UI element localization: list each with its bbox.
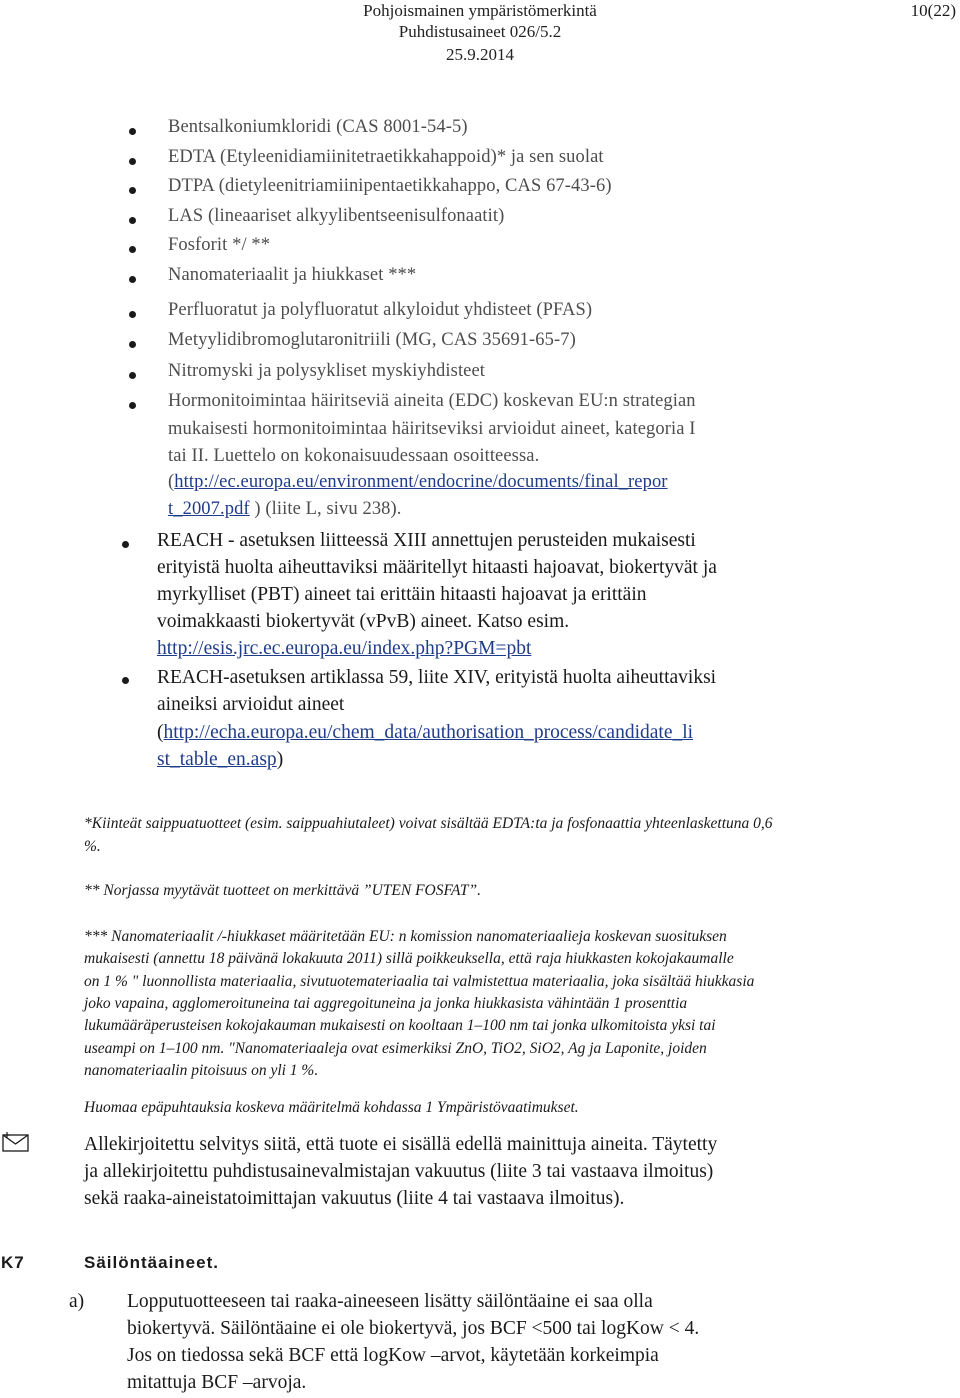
reach-pbt-line (157, 635, 531, 662)
list-item: Nanomateriaalit ja hiukkaset *** (168, 265, 417, 285)
bullet-icon (129, 246, 136, 253)
list-item: Perfluoratut ja polyfluoratut alkyloidut yhdisteet (PFAS) (168, 300, 593, 320)
reach59-link-line (157, 746, 283, 773)
reach59-line: REACH-asetuksen artiklassa 59, liite XIV, erityistä huolta aiheuttaviksi (157, 667, 717, 688)
footnote-nano: *** Nanomateriaalit /-hiukkaset määritetään EU: n komission nanomateriaalieja koskevan suosituksen (84, 928, 727, 945)
list-item: Bentsalkoniumkloridi (CAS 8001-54-5) (168, 117, 468, 137)
section-title: Säilöntäaineet. (84, 1253, 219, 1272)
reach-line: REACH - asetuksen liitteessä XIII annettujen perusteiden mukaisesti (157, 530, 696, 551)
footnote-norway: ** Norjassa myytävät tuotteet on merkittävä ”UTEN FOSFAT”. (84, 882, 481, 899)
list-item: LAS (lineaariset alkyylibentseenisulfonaatit) (168, 206, 505, 226)
reach-line: erityistä huolta aiheuttaviksi määritellyt hitaasti hajoavat, biokertyvät ja (157, 557, 717, 578)
signed-line: ja allekirjoitettu puhdistusainevalmistajan vakuutus (liite 3 tai vastaava ilmoitus) (84, 1161, 714, 1182)
bullet-icon (129, 187, 136, 194)
list-item: DTPA (dietyleenitriamiinipentaetikkahappo, CAS 67-43-6) (168, 176, 612, 196)
k7-line: Lopputuotteeseen tai raaka-aineeseen lisätty säilöntäaine ei saa olla (127, 1291, 653, 1312)
edc-report-link[interactable]: http://ec.europa.eu/environment/endocrine/documents/final_repor (174, 472, 668, 492)
list-item: Nitromyski ja polysykliset myskiyhdisteet (168, 361, 486, 381)
header-document: Puhdistusaineet 026/5.2 (398, 22, 562, 41)
footnote-nano: nanomateriaalin pitoisuus on yli 1 %. (84, 1062, 319, 1079)
echa-candidate-link[interactable]: http://echa.europa.eu/chem_data/authorisation_process/candidate_li (163, 722, 694, 743)
footnote-edta-cont: %. (84, 838, 101, 855)
edc-line: Hormonitoimintaa häiritseviä aineita (EDC) koskevan EU:n strategian (168, 391, 696, 411)
footnote-nano: useampi on 1–100 nm. "Nanomateriaaleja ovat esimerkiksi ZnO, TiO2, SiO2, Ag ja Laponite, joiden (84, 1040, 707, 1057)
footnote-nano: on 1 % " luonnollista materiaalia, sivutuotemateriaalia tai valmistettua materiaalia, joka sisältää hiukkasia (84, 973, 755, 990)
edc-line: mukaisesti hormonitoimintaa häiritseviksi arvioidut aineet, kategoria I (168, 419, 696, 439)
edc-link-line (168, 472, 668, 493)
bullet-icon (129, 276, 136, 283)
bullet-icon (129, 341, 136, 348)
header-org: Pohjoismainen ympäristömerkintä (363, 1, 597, 20)
footnote-impurity: Huomaa epäpuhtauksia koskeva määritelmä kohdassa 1 Ympäristövaatimukset. (84, 1099, 579, 1116)
list-item: EDTA (Etyleenidiamiinitetraetikkahappoid)* ja sen suolat (168, 147, 604, 167)
bullet-icon (129, 128, 136, 135)
reach-line: myrkylliset (PBT) aineet tai erittäin hitaasti hajoavat ja erittäin (157, 584, 647, 605)
bullet-icon (122, 677, 129, 684)
paren-open: ( (168, 472, 175, 492)
reach59-link-line (157, 719, 693, 746)
reach59-line: aineiksi arvioidut aineet (157, 694, 345, 715)
bullet-icon (129, 372, 136, 379)
footnote-nano: mukaisesti (annettu 18 päivänä lokakuuta 2011) sillä poikkeuksella, että raja hiukkasten kokojakaumalle (84, 950, 734, 967)
edc-report-link-cont[interactable]: t_2007.pdf (168, 499, 250, 519)
footnote-nano: joko vapaina, agglomeroituneina tai aggregoituneina ja jonka hiukkasista vähintään 1 prosenttia (84, 995, 688, 1012)
edc-appendix-ref: ) (liite L, sivu 238). (249, 499, 402, 519)
footnote-nano: lukumääräperusteisen kokojakauman mukaisesti on kooltaan 1–100 nm tai jonka ulkomitoista yksi tai (84, 1017, 716, 1034)
section-number: K7 (1, 1253, 25, 1272)
reach-line: voimakkaasti biokertyvät (vPvB) aineet. Katso esim. (157, 611, 570, 632)
footnote-edta: *Kiinteät saippuatuotteet (esim. saippuahiutaleet) voivat sisältää EDTA:ta ja fosfonaattia yhteenlaskettuna 0,6 (84, 815, 773, 832)
k7-line: Jos on tiedossa sekä BCF että logKow –arvot, käytetään korkeimpia (127, 1345, 659, 1366)
list-item: Fosforit */ ** (168, 235, 271, 255)
esis-pbt-link[interactable]: http://esis.jrc.ec.europa.eu/index.php?PGM=pbt (157, 638, 532, 659)
bullet-icon (122, 541, 129, 548)
bullet-icon (129, 311, 136, 318)
page-number: 10(22) (910, 1, 956, 20)
paren-open: ( (157, 722, 164, 743)
bullet-icon (129, 217, 136, 224)
edc-line: tai II. Luettelo on kokonaisuudessaan osoitteessa. (168, 446, 540, 466)
bullet-icon (129, 158, 136, 165)
bullet-icon (129, 402, 136, 409)
echa-candidate-link-cont[interactable]: st_table_en.asp (157, 749, 277, 770)
list-item: Metyylidibromoglutaronitriili (MG, CAS 35691-65-7) (168, 330, 576, 350)
paren-close: ) (276, 749, 284, 770)
header-date: 25.9.2014 (446, 45, 514, 64)
edc-link-line (168, 499, 402, 520)
signed-line: Allekirjoitettu selvitys siitä, että tuote ei sisällä edellä mainittuja aineita. Täytetty (84, 1134, 718, 1155)
item-marker: a) (69, 1291, 85, 1312)
signed-line: sekä raaka-aineistatoimittajan vakuutus (liite 4 tai vastaava ilmoitus). (84, 1188, 625, 1209)
k7-line: biokertyvä. Säilöntäaine ei ole biokertyvä, jos BCF <500 tai logKow < 4. (127, 1318, 700, 1339)
k7-line: mitattuja BCF –arvoja. (127, 1372, 307, 1393)
envelope-icon (1, 1131, 31, 1153)
